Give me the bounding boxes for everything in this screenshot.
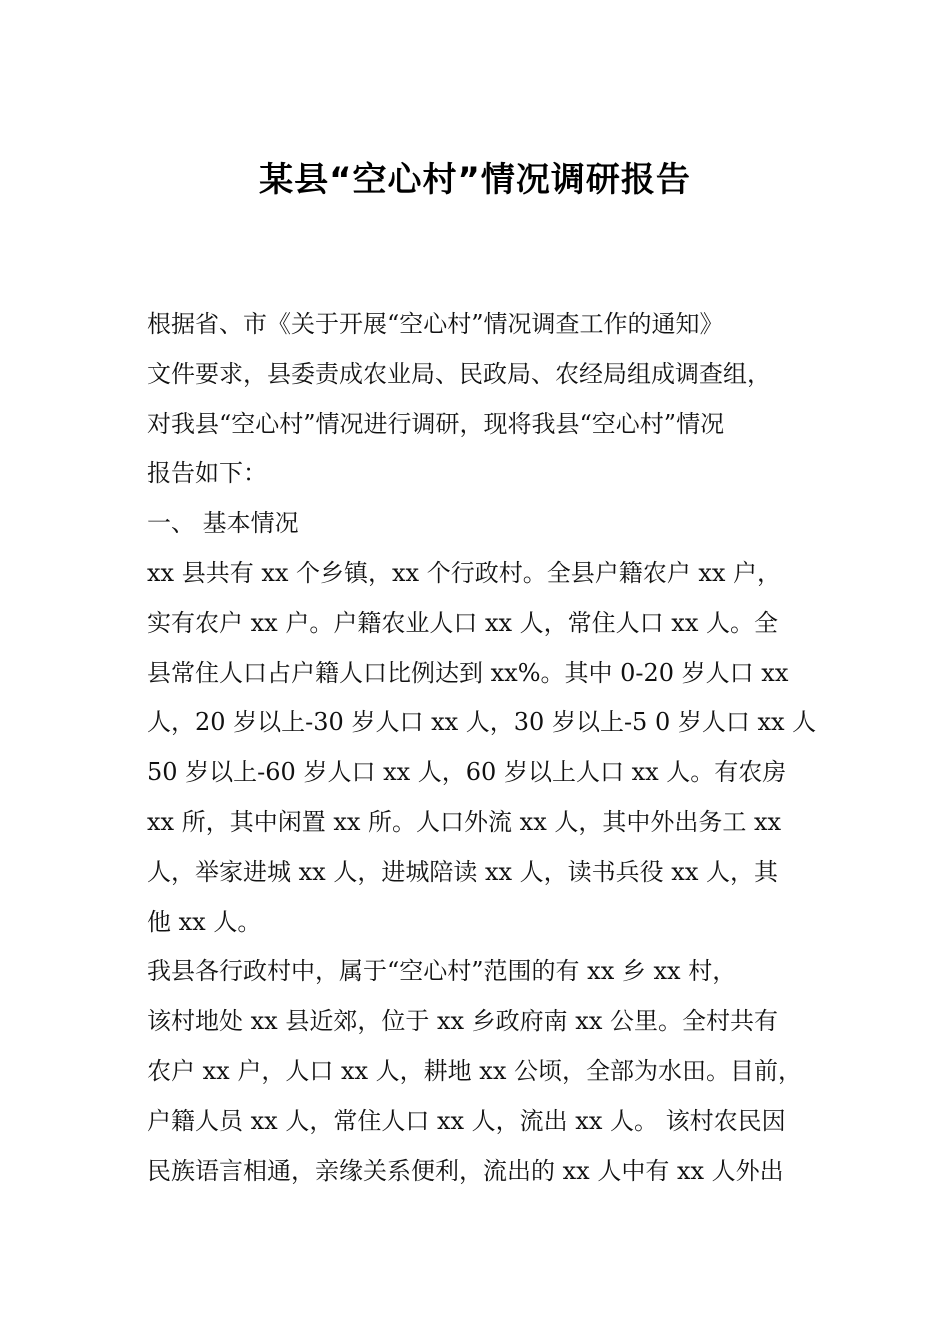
body-line: 我县各行政村中，属于“空心村”范围的有 xx 乡 xx 村， xyxy=(147,957,737,986)
document-body xyxy=(147,300,822,1196)
body-line: 他 xx 人。 xyxy=(147,907,262,936)
body-line: 农户 xx 户，人口 xx 人，耕地 xx 公顷，全部为水田。目前， xyxy=(147,1056,802,1085)
body-line: 报告如下： xyxy=(147,459,267,488)
body-line: 对我县“空心村”情况进行调研，现将我县“空心村”情况 xyxy=(147,409,725,438)
body-line: 50 岁以上-60 岁人口 xx 人，60 岁以上人口 xx 人。有农房 xyxy=(147,758,787,787)
body-line: xx 所，其中闲置 xx 所。人口外流 xx 人，其中外出务工 xx xyxy=(147,807,782,836)
body-line: 文件要求，县委责成农业局、民政局、农经局组成调查组， xyxy=(147,359,771,388)
body-line: xx 县共有 xx 个乡镇，xx 个行政村。全县户籍农户 xx 户， xyxy=(147,558,782,587)
body-line: 该村地处 xx 县近郊，位于 xx 乡政府南 xx 公里。全村共有 xyxy=(147,1007,778,1036)
body-line: 根据省、市《关于开展“空心村”情况调查工作的通知》 xyxy=(147,310,724,338)
body-line: 户籍人员 xx 人，常住人口 xx 人，流出 xx 人。 该村农民因 xyxy=(147,1106,786,1135)
body-line: 人，举家进城 xx 人，进城陪读 xx 人，读书兵役 xx 人，其 xyxy=(147,857,778,886)
body-line: 民族语言相通，亲缘关系便利，流出的 xx 人中有 xx 人外出 xyxy=(147,1156,784,1185)
body-line: 县常住人口占户籍人口比例达到 xx%。其中 0-20 岁人口 xx xyxy=(147,658,789,687)
body-line: 人，20 岁以上-30 岁人口 xx 人，30 岁以上-5 0 岁人口 xx 人 xyxy=(147,708,817,737)
section-heading: 一、 基本情况 xyxy=(147,509,299,538)
body-line: 实有农户 xx 户。户籍农业人口 xx 人，常住人口 xx 人。全 xyxy=(147,608,778,637)
document-title: 某县“空心村”情况调研报告 xyxy=(259,160,691,200)
